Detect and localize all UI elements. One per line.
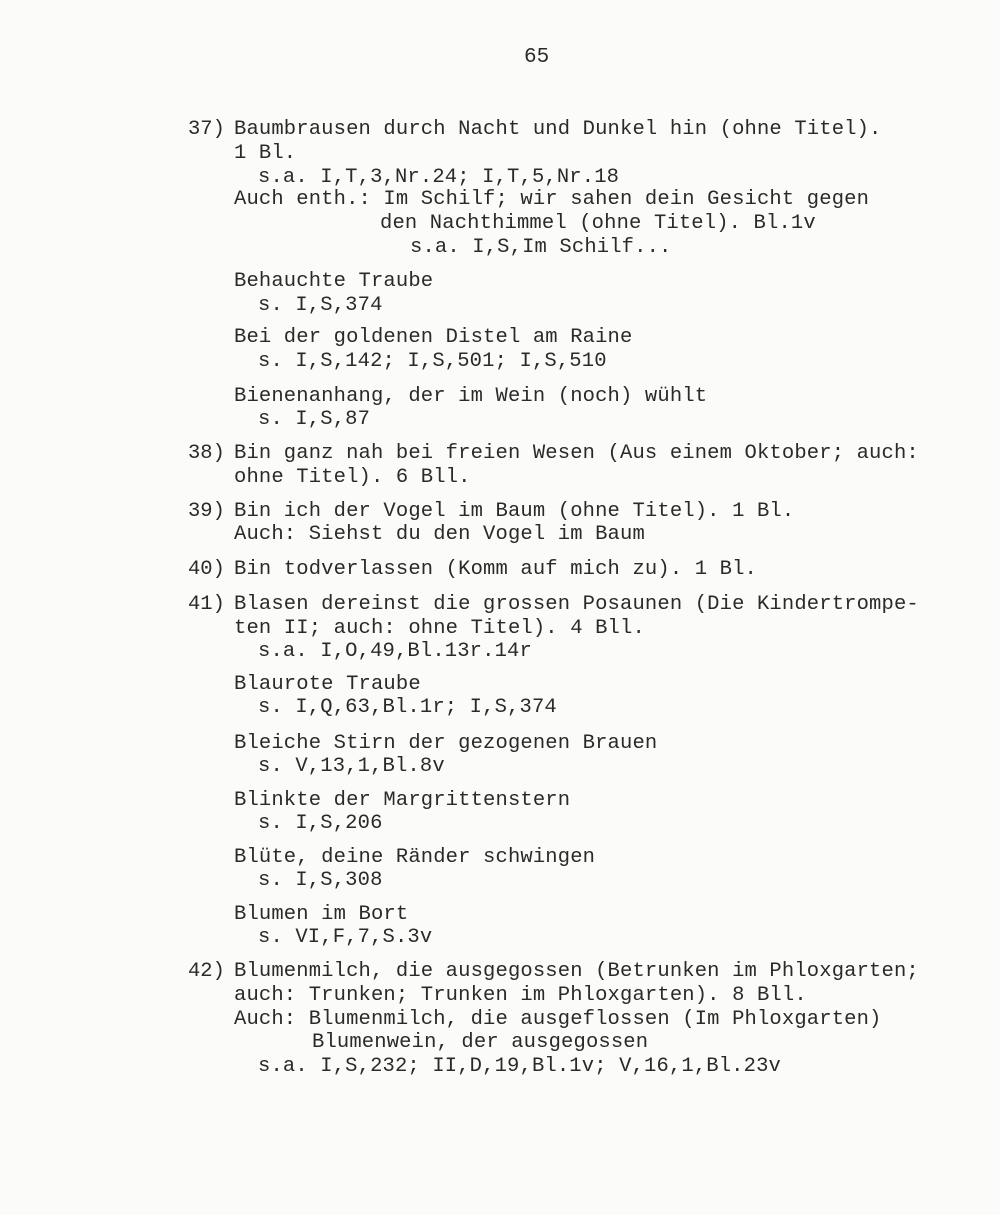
entry-also-cont: Blumenwein, der ausgegossen	[312, 1031, 649, 1054]
cross-reference-target: s. I,S,142; I,S,501; I,S,510	[258, 350, 607, 373]
entry-title: Blasen dereinst die grossen Posaunen (Die Kindertrompe-	[234, 593, 919, 616]
cross-reference-title: Behauchte Traube	[234, 270, 434, 293]
cross-reference-target: s. I,Q,63,Bl.1r; I,S,374	[258, 696, 557, 719]
cross-reference-target: s. V,13,1,Bl.8v	[258, 755, 445, 778]
cross-reference-title: Bienenanhang, der im Wein (noch) wühlt	[234, 385, 708, 408]
entry-reference: s.a. I,S,232; II,D,19,Bl.1v; V,16,1,Bl.23v	[258, 1055, 781, 1078]
entry-number: 42)	[188, 960, 225, 983]
cross-reference-title: Blinkte der Margrittenstern	[234, 789, 571, 812]
entry-also: Auch: Blumenmilch, die ausgeflossen (Im Phloxgarten)	[234, 1008, 882, 1031]
entry-reference: s.a. I,S,Im Schilf...	[410, 236, 672, 259]
entry-title: Bin todverlassen (Komm auf mich zu). 1 Bl.	[234, 558, 757, 581]
entry-number: 41)	[188, 593, 225, 616]
entry-number: 40)	[188, 558, 225, 581]
entry-title-cont: ohne Titel). 6 Bll.	[234, 466, 471, 489]
entry-title: Baumbrausen durch Nacht und Dunkel hin (ohne Titel).	[234, 118, 882, 141]
entry-also-contains: Auch enth.: Im Schilf; wir sahen dein Gesicht gegen	[234, 188, 870, 211]
entry-also: Auch: Siehst du den Vogel im Baum	[234, 523, 645, 546]
entry-number: 38)	[188, 442, 225, 465]
entry-title-cont: ten II; auch: ohne Titel). 4 Bll.	[234, 617, 645, 640]
entry-also-contains-cont: den Nachthimmel (ohne Titel). Bl.1v	[380, 212, 816, 235]
cross-reference-target: s. I,S,308	[258, 869, 383, 892]
cross-reference-title: Bei der goldenen Distel am Raine	[234, 326, 633, 349]
cross-reference-target: s. I,S,87	[258, 408, 371, 431]
entry-title-cont: auch: Trunken; Trunken im Phloxgarten). 8 Bll.	[234, 984, 807, 1007]
entry-reference: s.a. I,O,49,Bl.13r.14r	[258, 640, 532, 663]
entry-title: Blumenmilch, die ausgegossen (Betrunken im Phloxgarten;	[234, 960, 919, 983]
cross-reference-title: Bleiche Stirn der gezogenen Brauen	[234, 732, 658, 755]
entry-number: 37)	[188, 118, 225, 141]
entry-reference: s.a. I,T,3,Nr.24; I,T,5,Nr.18	[258, 166, 620, 189]
page-number: 65	[524, 46, 550, 69]
cross-reference-title: Blaurote Traube	[234, 673, 421, 696]
entry-number: 39)	[188, 500, 225, 523]
cross-reference-target: s. VI,F,7,S.3v	[258, 926, 433, 949]
entry-title: Bin ganz nah bei freien Wesen (Aus einem Oktober; auch:	[234, 442, 919, 465]
entry-title: Bin ich der Vogel im Baum (ohne Titel). 1 Bl.	[234, 500, 795, 523]
cross-reference-target: s. I,S,374	[258, 294, 383, 317]
cross-reference-title: Blüte, deine Ränder schwingen	[234, 846, 596, 869]
entry-sheets: 1 Bl.	[234, 142, 297, 165]
cross-reference-title: Blumen im Bort	[234, 903, 409, 926]
cross-reference-target: s. I,S,206	[258, 812, 383, 835]
